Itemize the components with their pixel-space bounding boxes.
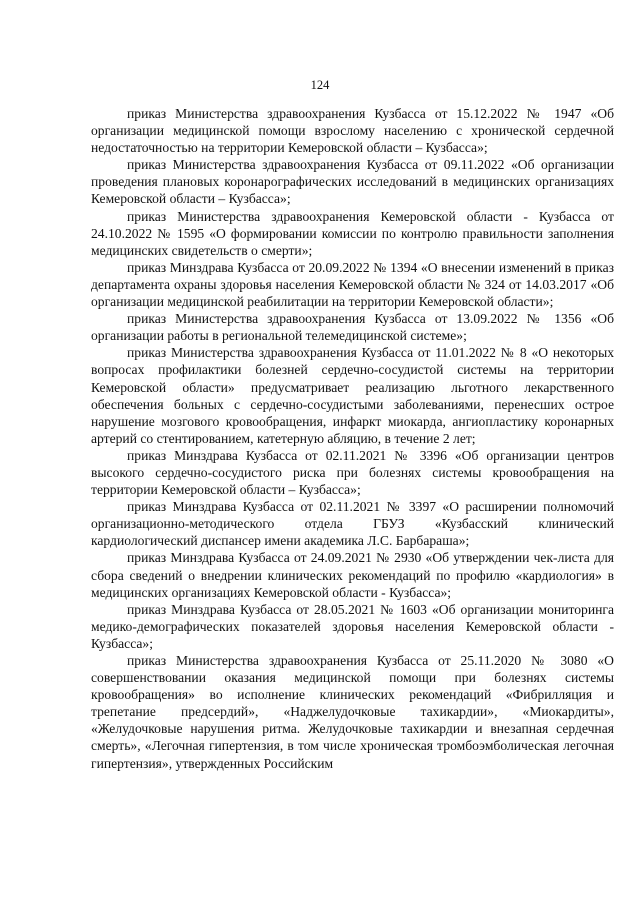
paragraph-order-2930: приказ Минздрава Кузбасса от 24.09.2021 № 2930 «Об утверждении чек-листа для сбора сведений о внедрении клинических рекомендаций по профилю «кардиология» в медицинских организациях Кемеровской области - Кузбасса»;: [91, 550, 614, 600]
page-number: 124: [310, 78, 330, 92]
paragraph-order-1356: приказ Министерства здравоохранения Кузбасса от 13.09.2022 № 1356 «Об организации работы в региональной телемедицинской системе»;: [91, 311, 614, 344]
paragraph-order-1603: приказ Минздрава Кузбасса от 28.05.2021 № 1603 «Об организации мониторинга медико-демографических показателей здоровья населения Кемеровской области - Кузбасса»;: [91, 601, 614, 651]
paragraph-order-coronarography: приказ Министерства здравоохранения Кузбасса от 09.11.2022 «Об организации проведения плановых коронарографических исследований в медицинских организациях Кемеровской области – Кузбасса»;: [91, 157, 614, 207]
paragraph-order-3397: приказ Минздрава Кузбасса от 02.11.2021 № 3397 «О расширении полномочий организационно-методического отдела ГБУЗ «Кузбасский клинический кардиологический диспансер имени академика Л.С. Барбараша»;: [91, 499, 614, 549]
document-body: [91, 105, 614, 772]
paragraph-order-1595: приказ Министерства здравоохранения Кемеровской области - Кузбасса от 24.10.2022 № 1595 «О формировании комиссии по контролю правильности заполнения медицинских свидетельств о смерти»;: [91, 208, 614, 258]
paragraph-order-1947: приказ Министерства здравоохранения Кузбасса от 15.12.2022 № 1947 «Об организации медицинской помощи взрослому населению с хронической сердечной недостаточностью на территории Кемеровской области – Кузбасса»;: [91, 106, 614, 156]
paragraph-order-3396: приказ Минздрава Кузбасса от 02.11.2021 № 3396 «Об организации центров высокого сердечно-сосудистого риска при болезнях системы кровообращения на территории Кемеровской области – Кузбасса»;: [91, 447, 614, 498]
paragraph-order-3080: приказ Министерства здравоохранения Кузбасса от 25.11.2020 № 3080 «О совершенствовании оказания медицинской помощи при болезнях системы кровообращения» во исполнение клинических рекомендаций «Фибрилляция и трепетание предсердий», «Наджелудочковые тахикардии», «Миокардиты», «Желудочковые нарушения ритма. Желудочковые тахикардии и внезапная сердечная смерть», «Легочная гипертензия, в том числе хроническая тромбоэмболическая легочная гипертензия», утвержденных Российским: [91, 653, 614, 771]
paragraph-order-8: приказ Министерства здравоохранения Кузбасса от 11.01.2022 № 8 «О некоторых вопросах профилактики болезней сердечно-сосудистой системы на территории Кемеровской области» предусматривает реализацию льготного лекарственного обеспечения больных с сердечно-сосудистыми заболеваниями, перенесших острое нарушение мозгового кровообращения, инфаркт миокарда, ангиопластику коронарных артерий со стентированием, катетерную абляцию, в течение 2 лет;: [91, 345, 614, 446]
paragraph-order-1394: приказ Минздрава Кузбасса от 20.09.2022 № 1394 «О внесении изменений в приказ департамента охраны здоровья населения Кемеровской области № 324 от 14.03.2017 «Об организации медицинской реабилитации на территории Кемеровской области»;: [91, 259, 614, 310]
